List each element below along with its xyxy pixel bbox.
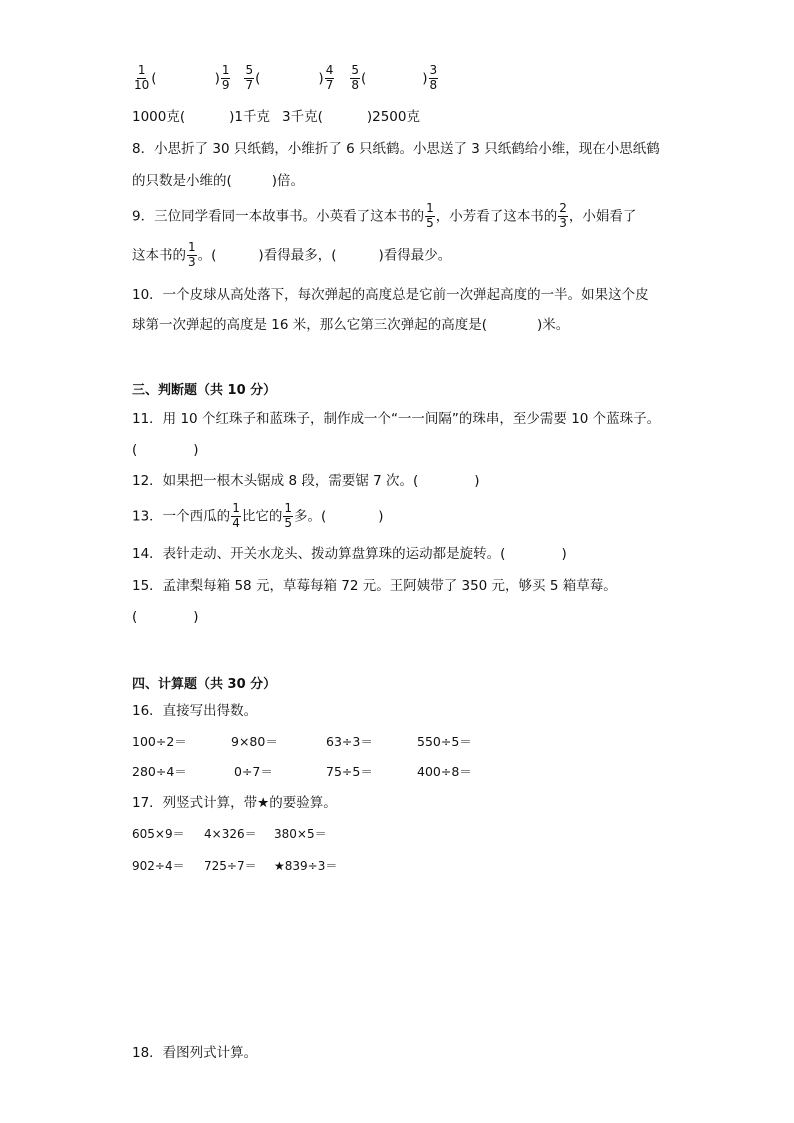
- q16-expr: 0÷7＝: [234, 764, 273, 779]
- fraction: $\frac{1}{9}$: [221, 63, 230, 92]
- q17-expr: ★839÷3＝: [274, 859, 338, 873]
- q17-expr: 380×5＝: [274, 827, 327, 841]
- fraction: $\frac{5}{8}$: [351, 63, 359, 92]
- q9-line1: 9．三位同学看同一本故事书。小英看了这本书的 $\frac{1}{5}$ ，小芳看了这本书的 $\frac{2}{3}$ ，小娟看了: [132, 201, 637, 230]
- q15-line1: 15．孟津梨每箱 58 元，草莓每箱 72 元。王阿姨带了 350 元，够买 5 箱草莓。: [132, 578, 617, 594]
- fraction: $\frac{5}{7}$: [245, 63, 254, 92]
- q16-title: 16．直接写出得数。: [132, 703, 258, 719]
- q18-title: 18．看图列式计算。: [132, 1045, 258, 1061]
- q16-expr: 100÷2＝: [132, 734, 187, 749]
- q13-line: 13．一个西瓜的 $\frac{1}{4}$ 比它的 $\frac{1}{5}$ 多。( ): [132, 501, 384, 530]
- q8-line2: 的只数是小维的( )倍。: [132, 173, 305, 189]
- q10-line1: 10．一个皮球从高处落下，每次弹起的高度总是它前一次弹起高度的一半。如果这个皮: [132, 287, 649, 303]
- q9-line2: 这本书的 $\frac{1}{3}$ 。( )看得最多，( )看得最少。: [132, 240, 452, 269]
- q11-answer: ( ): [132, 442, 199, 458]
- q17-expr: 902÷4＝: [132, 859, 185, 873]
- fraction: $\frac{1}{3}$: [188, 240, 196, 269]
- q16-expr: 63÷3＝: [326, 734, 373, 749]
- q16-expr: 9×80＝: [231, 734, 278, 749]
- q7-fraction-row: $\frac{1}{10}$ ( ) $\frac{1}{9}$ $\frac{5}{7}$ ( ) $\frac{4}{7}$ $\frac{5}{8}$ ( ) $\frac{3}{8}$: [134, 63, 438, 92]
- fraction: $\frac{3}{8}$: [429, 63, 438, 92]
- q16-expr: 75÷5＝: [326, 764, 373, 779]
- q17-title: 17．列竖式计算，带★的要验算。: [132, 795, 337, 811]
- fraction: $\frac{1}{5}$: [284, 501, 292, 530]
- q16-expr: 400÷8＝: [417, 764, 472, 779]
- q16-expr: 550÷5＝: [417, 734, 472, 749]
- q16-expr: 280÷4＝: [132, 764, 187, 779]
- fraction: $\frac{1}{10}$: [134, 63, 150, 92]
- q17-expr: 4×326＝: [204, 827, 257, 841]
- section4-title: 四、计算题（共 30 分）: [132, 677, 277, 692]
- q12-line: 12．如果把一根木头锯成 8 段，需要锯 7 次。( ): [132, 473, 480, 489]
- q14-line: 14．表针走动、开关水龙头、拨动算盘算珠的运动都是旋转。( ): [132, 546, 567, 562]
- fraction: $\frac{1}{5}$: [426, 201, 434, 230]
- q15-answer: ( ): [132, 609, 199, 625]
- q11-line1: 11．用 10 个红珠子和蓝珠子，制作成一个“一一间隔”的珠串，至少需要 10 个蓝珠子。: [132, 411, 661, 427]
- q8-line1: 8．小思折了 30 只纸鹤，小维折了 6 只纸鹤。小思送了 3 只纸鹤给小维，现在小思纸鹤: [132, 141, 660, 157]
- q7-weight-row: 1000克( )1千克 3千克( )2500克: [132, 109, 420, 125]
- q17-expr: 725÷7＝: [204, 859, 257, 873]
- section3-title: 三、判断题（共 10 分）: [132, 383, 277, 398]
- fraction: $\frac{4}{7}$: [325, 63, 334, 92]
- q10-line2: 球第一次弹起的高度是 16 米，那么它第三次弹起的高度是( )米。: [132, 317, 570, 333]
- q17-expr: 605×9＝: [132, 827, 185, 841]
- fraction: $\frac{2}{3}$: [559, 201, 567, 230]
- fraction: $\frac{1}{4}$: [232, 501, 240, 530]
